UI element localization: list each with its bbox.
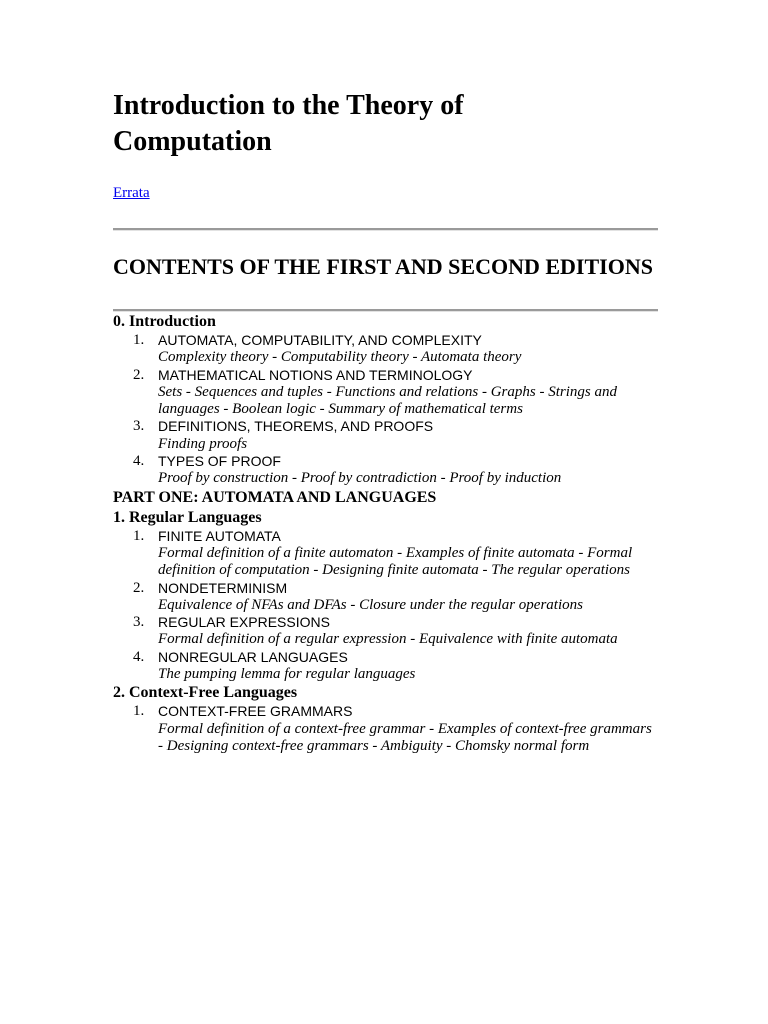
- chapter-0-list: [113, 332, 658, 488]
- errata-link[interactable]: Errata: [113, 185, 150, 201]
- chapter-2-list: [113, 703, 658, 755]
- entry-title: REGULAR EXPRESSIONS: [158, 614, 330, 631]
- entry-topics: Proof by construction - Proof by contradiction - Proof by induction: [158, 470, 562, 487]
- chapter-heading-1: 1. Regular Languages: [113, 508, 262, 526]
- list-item: [113, 614, 658, 649]
- item-number: 2.: [133, 366, 145, 383]
- entry-title: NONREGULAR LANGUAGES: [158, 648, 348, 665]
- page-title: Introduction to the Theory of Computation: [113, 90, 464, 157]
- entry-title: AUTOMATA, COMPUTABILITY, AND COMPLEXITY: [158, 332, 482, 348]
- part-heading: PART ONE: AUTOMATA AND LANGUAGES: [113, 488, 437, 506]
- list-item: [113, 703, 658, 755]
- entry-title: MATHEMATICAL NOTIONS AND TERMINOLOGY: [158, 366, 473, 383]
- document-body: [113, 88, 658, 755]
- entry-topics: Formal definition of a finite automaton - Examples of finite automata - Formal definition of computation - Designing finite automata - The regular operations: [158, 544, 633, 579]
- item-number: 1.: [133, 527, 145, 544]
- item-number: 1.: [133, 332, 145, 348]
- list-item: [113, 367, 658, 419]
- list-item: [113, 649, 658, 684]
- item-number: 4.: [133, 453, 145, 470]
- chapter-1-list: [113, 528, 658, 684]
- item-number: 1.: [133, 703, 145, 720]
- entry-topics: Complexity theory - Computability theory - Automata theory: [158, 349, 522, 366]
- entry-topics: Formal definition of a context-free grammar - Examples of context-free grammars - Designing context-free grammars - Ambiguity - Chomsky normal form: [158, 720, 652, 754]
- list-item: [113, 528, 658, 580]
- list-item: [113, 453, 658, 488]
- chapter-heading-2: 2. Context-Free Languages: [113, 684, 298, 702]
- entry-title: FINITE AUTOMATA: [158, 527, 281, 544]
- list-item: [113, 418, 658, 453]
- list-item: [113, 332, 658, 367]
- item-number: 3.: [133, 418, 145, 435]
- entry-title: CONTEXT-FREE GRAMMARS: [158, 703, 353, 720]
- entry-title: DEFINITIONS, THEOREMS, AND PROOFS: [158, 418, 434, 435]
- contents-heading: CONTENTS OF THE FIRST AND SECOND EDITIONS: [113, 254, 653, 279]
- chapter-heading-0: 0. Introduction: [113, 313, 216, 330]
- divider: [113, 228, 658, 231]
- entry-topics: The pumping lemma for regular languages: [158, 666, 416, 683]
- entry-topics: Formal definition of a regular expression - Equivalence with finite automata: [158, 631, 618, 648]
- list-item: [113, 580, 658, 615]
- entry-topics: Equivalence of NFAs and DFAs - Closure under the regular operations: [158, 596, 583, 613]
- entry-title: NONDETERMINISM: [158, 579, 288, 596]
- item-number: 4.: [133, 648, 145, 665]
- entry-title: TYPES OF PROOF: [158, 453, 281, 470]
- entry-topics: Finding proofs: [158, 435, 248, 452]
- item-number: 2.: [133, 579, 145, 596]
- entry-topics: Sets - Sequences and tuples - Functions and relations - Graphs - Strings and languages - Boolean logic - Summary of mathematical terms: [158, 383, 617, 418]
- item-number: 3.: [133, 614, 145, 631]
